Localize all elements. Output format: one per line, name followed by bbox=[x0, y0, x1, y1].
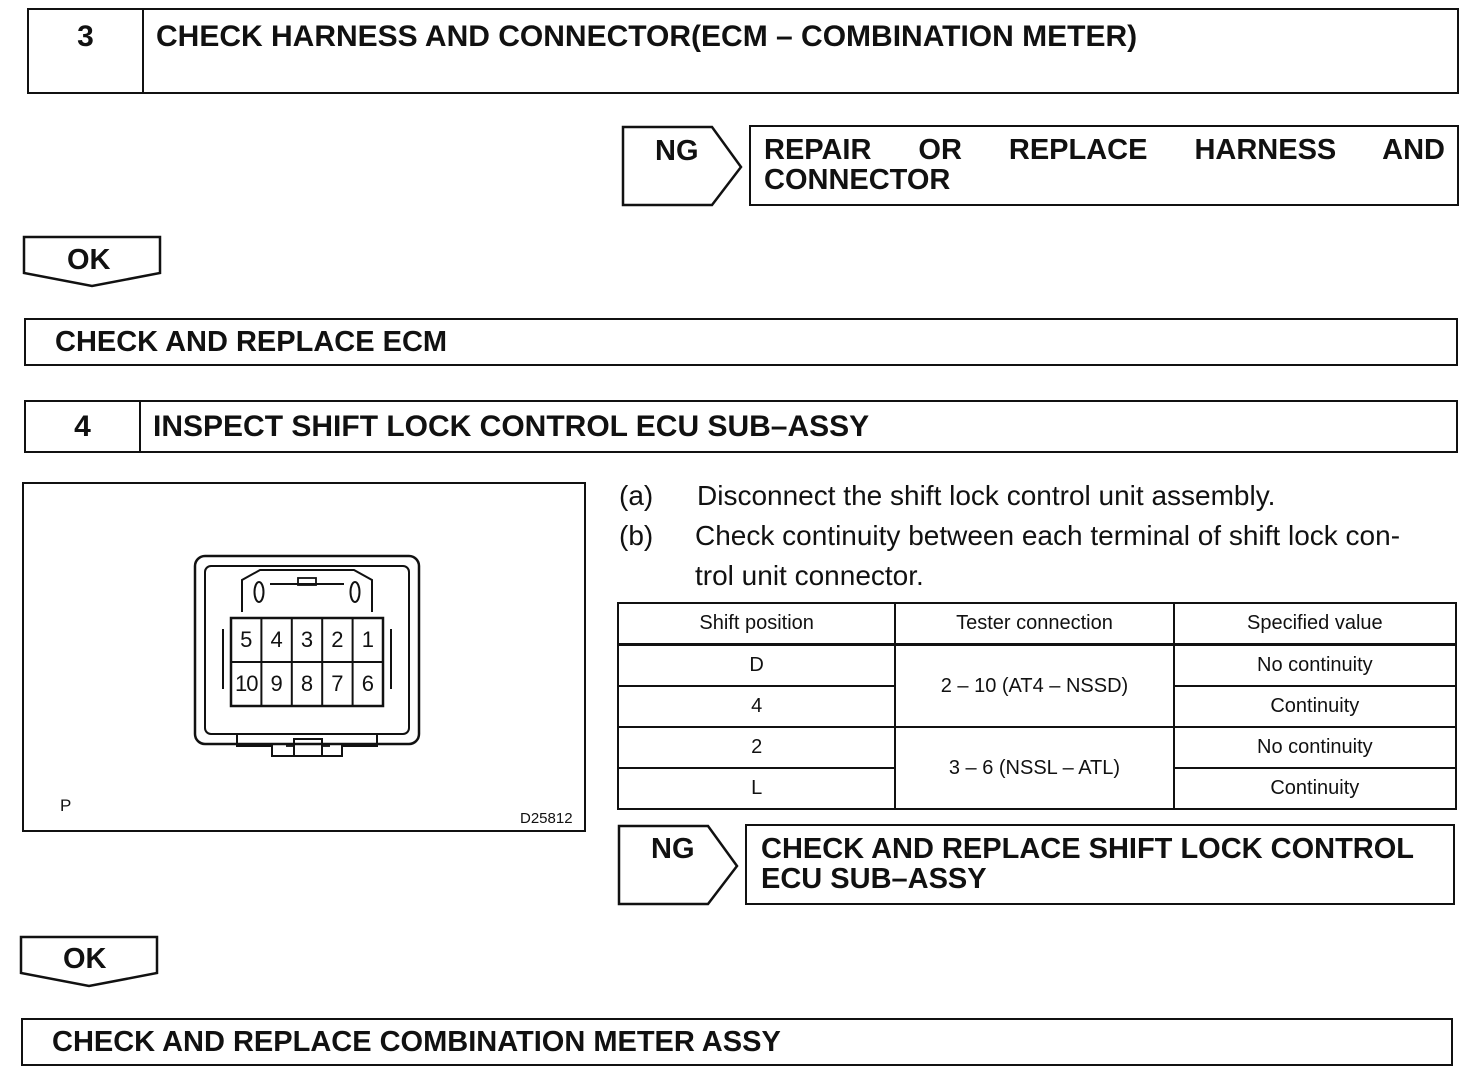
pin-row-bottom bbox=[231, 662, 383, 706]
cell-value: No continuity bbox=[1174, 727, 1456, 768]
spec-table bbox=[617, 602, 1457, 810]
step4-ng-label: NG bbox=[651, 833, 695, 865]
cell-connection: 3 – 6 (NSSL – ATL) bbox=[895, 727, 1173, 809]
cell-value: Continuity bbox=[1174, 768, 1456, 809]
step4-number: 4 bbox=[26, 402, 141, 451]
step4-ok-label: OK bbox=[63, 943, 107, 975]
step3-ok-action: CHECK AND REPLACE ECM bbox=[55, 326, 448, 358]
header-tester-connection: Tester connection bbox=[895, 603, 1173, 645]
pin-label: 6 bbox=[361, 671, 374, 696]
cell-position: 2 bbox=[618, 727, 895, 768]
pin-label: 1 bbox=[361, 627, 374, 652]
step3-ng-action-line1: REPAIR OR REPLACE HARNESS AND bbox=[764, 134, 1445, 166]
step4-header bbox=[24, 400, 1458, 453]
pin-label: 2 bbox=[331, 627, 344, 652]
table-row bbox=[618, 645, 1456, 687]
step3-title: CHECK HARNESS AND CONNECTOR(ECM – COMBINATION METER) bbox=[156, 20, 1138, 53]
step3-header bbox=[27, 8, 1459, 94]
instruction-a-text: Disconnect the shift lock control unit assembly. bbox=[697, 480, 1276, 511]
instruction-b-marker: (b) bbox=[619, 520, 654, 551]
step4-ng-result bbox=[745, 824, 1455, 905]
pin-label: 7 bbox=[331, 671, 344, 696]
cell-position: L bbox=[618, 768, 895, 809]
cell-value: Continuity bbox=[1174, 686, 1456, 727]
instruction-b-text-cont: trol unit connector. bbox=[695, 560, 924, 591]
pin-label: 10 bbox=[234, 671, 258, 696]
connector-figure bbox=[22, 482, 586, 832]
step4-ok-action: CHECK AND REPLACE COMBINATION METER ASSY bbox=[52, 1026, 781, 1058]
pin-label: 8 bbox=[300, 671, 314, 696]
step3-ng-action-line2: CONNECTOR bbox=[764, 164, 951, 196]
step3-number: 3 bbox=[29, 10, 144, 92]
step4-ng-action-line1: CHECK AND REPLACE SHIFT LOCK CONTROL bbox=[761, 833, 1415, 865]
table-header-row bbox=[618, 603, 1456, 645]
pin-label: 9 bbox=[270, 671, 283, 696]
table-row bbox=[618, 727, 1456, 768]
header-shift-position: Shift position bbox=[618, 603, 895, 645]
pin-row-top bbox=[231, 618, 383, 662]
cell-position: 4 bbox=[618, 686, 895, 727]
figure-code: D25812 bbox=[520, 810, 573, 827]
step4-ok-result bbox=[21, 1018, 1453, 1066]
cell-connection: 2 – 10 (AT4 – NSSD) bbox=[895, 645, 1173, 728]
pin-label: 3 bbox=[300, 627, 314, 652]
step4-title: INSPECT SHIFT LOCK CONTROL ECU SUB–ASSY bbox=[153, 410, 870, 443]
step3-ok-result bbox=[24, 318, 1458, 366]
instruction-b-text: Check continuity between each terminal of shift lock con- bbox=[695, 520, 1401, 551]
cell-value: No continuity bbox=[1174, 645, 1456, 687]
pin-label: 5 bbox=[240, 627, 253, 652]
step3-ng-result bbox=[749, 125, 1459, 206]
step4-ng-action-line2: ECU SUB–ASSY bbox=[761, 863, 987, 895]
figure-label: P bbox=[60, 796, 72, 815]
step3-ok-label: OK bbox=[67, 244, 111, 276]
instruction-a-marker: (a) bbox=[619, 480, 654, 511]
pin-label: 4 bbox=[270, 627, 283, 652]
step3-ng-label: NG bbox=[655, 135, 699, 167]
header-specified-value: Specified value bbox=[1174, 603, 1456, 645]
cell-position: D bbox=[618, 645, 895, 687]
